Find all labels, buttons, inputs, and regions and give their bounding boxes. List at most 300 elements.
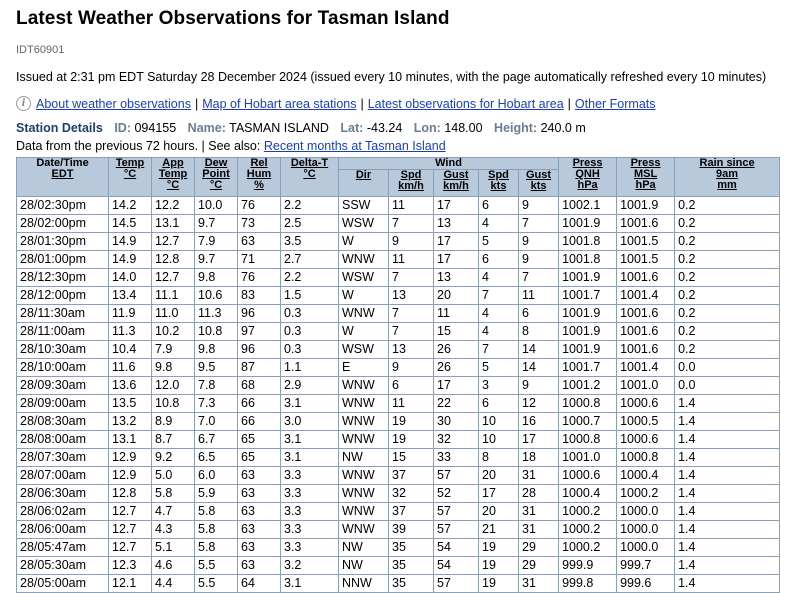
station-lon: 148.00 xyxy=(444,121,483,135)
cell-gust-kts: 7 xyxy=(519,215,559,233)
cell-gust-kmh: 54 xyxy=(434,557,479,575)
cell-press-msl: 1001.5 xyxy=(617,251,675,269)
recent-months-link[interactable]: Recent months at Tasman Island xyxy=(263,139,446,153)
cell-gust-kts: 14 xyxy=(519,341,559,359)
cell-rel-hum: 96 xyxy=(238,341,281,359)
cell-temp: 10.4 xyxy=(109,341,152,359)
cell-rel-hum: 63 xyxy=(238,557,281,575)
cell-temp: 12.3 xyxy=(109,557,152,575)
cell-app-temp: 4.4 xyxy=(152,575,195,593)
cell-rel-hum: 64 xyxy=(238,575,281,593)
cell-press-qnh: 1000.2 xyxy=(559,521,617,539)
cell-datetime: 28/09:30am xyxy=(17,377,109,395)
cell-app-temp: 11.1 xyxy=(152,287,195,305)
cell-wind-dir: NW xyxy=(339,449,389,467)
cell-gust-kmh: 57 xyxy=(434,467,479,485)
cell-press-msl: 1001.5 xyxy=(617,233,675,251)
cell-datetime: 28/06:00am xyxy=(17,521,109,539)
cell-gust-kts: 8 xyxy=(519,323,559,341)
cell-press-qnh: 1000.4 xyxy=(559,485,617,503)
cell-rain: 0.2 xyxy=(675,341,780,359)
cell-press-msl: 1001.4 xyxy=(617,359,675,377)
table-row xyxy=(17,449,780,467)
cell-app-temp: 4.6 xyxy=(152,557,195,575)
cell-dew-point: 11.3 xyxy=(195,305,238,323)
data-notice-text: Data from the previous 72 hours. | See also: xyxy=(16,139,261,153)
cell-spd-kmh: 37 xyxy=(389,467,434,485)
cell-wind-dir: W xyxy=(339,233,389,251)
cell-delta-t: 0.3 xyxy=(281,305,339,323)
cell-spd-kmh: 7 xyxy=(389,215,434,233)
cell-delta-t: 2.5 xyxy=(281,215,339,233)
station-lon-label: Lon: xyxy=(413,121,441,135)
cell-gust-kts: 14 xyxy=(519,359,559,377)
cell-delta-t: 3.5 xyxy=(281,233,339,251)
cell-temp: 13.4 xyxy=(109,287,152,305)
cell-gust-kmh: 17 xyxy=(434,251,479,269)
cell-spd-kts: 20 xyxy=(479,503,519,521)
cell-gust-kmh: 11 xyxy=(434,305,479,323)
cell-gust-kts: 9 xyxy=(519,233,559,251)
col-rain-header[interactable]: Rain since 9am mm xyxy=(675,158,780,197)
cell-temp: 14.5 xyxy=(109,215,152,233)
col-app-temp-header[interactable]: App Temp °C xyxy=(152,158,195,197)
cell-datetime: 28/02:30pm xyxy=(17,197,109,215)
cell-rel-hum: 63 xyxy=(238,467,281,485)
cell-delta-t: 3.1 xyxy=(281,575,339,593)
issued-text: Issued at 2:31 pm EDT Saturday 28 December 2024 (issued every 10 minutes, with the page automatically refreshed every 10 minutes) xyxy=(16,70,767,84)
cell-app-temp: 8.9 xyxy=(152,413,195,431)
cell-spd-kts: 6 xyxy=(479,395,519,413)
cell-rain: 0.2 xyxy=(675,197,780,215)
cell-gust-kmh: 52 xyxy=(434,485,479,503)
cell-spd-kmh: 11 xyxy=(389,197,434,215)
cell-app-temp: 7.9 xyxy=(152,341,195,359)
product-id: IDT60901 xyxy=(16,44,65,56)
cell-dew-point: 5.9 xyxy=(195,485,238,503)
col-wind-dir-header[interactable]: Dir xyxy=(339,170,389,197)
cell-app-temp: 5.8 xyxy=(152,485,195,503)
cell-gust-kts: 9 xyxy=(519,197,559,215)
cell-spd-kts: 6 xyxy=(479,251,519,269)
cell-rain: 0.0 xyxy=(675,359,780,377)
cell-spd-kmh: 6 xyxy=(389,377,434,395)
cell-rel-hum: 87 xyxy=(238,359,281,377)
cell-spd-kts: 7 xyxy=(479,341,519,359)
station-height: 240.0 m xyxy=(540,121,586,135)
table-row xyxy=(17,341,780,359)
cell-delta-t: 2.2 xyxy=(281,197,339,215)
cell-press-qnh: 1001.8 xyxy=(559,251,617,269)
table-row xyxy=(17,197,780,215)
cell-press-msl: 1001.6 xyxy=(617,269,675,287)
cell-dew-point: 7.0 xyxy=(195,413,238,431)
cell-rel-hum: 97 xyxy=(238,323,281,341)
cell-app-temp: 12.0 xyxy=(152,377,195,395)
cell-rel-hum: 66 xyxy=(238,395,281,413)
cell-delta-t: 3.3 xyxy=(281,467,339,485)
cell-gust-kmh: 17 xyxy=(434,377,479,395)
cell-temp: 12.1 xyxy=(109,575,152,593)
cell-delta-t: 2.2 xyxy=(281,269,339,287)
cell-delta-t: 1.5 xyxy=(281,287,339,305)
cell-press-qnh: 1001.9 xyxy=(559,305,617,323)
cell-press-qnh: 1000.8 xyxy=(559,395,617,413)
col-gust-kmh-header[interactable]: Gust km/h xyxy=(434,170,479,197)
cell-wind-dir: WSW xyxy=(339,215,389,233)
cell-press-qnh: 1001.9 xyxy=(559,323,617,341)
cell-gust-kmh: 15 xyxy=(434,323,479,341)
cell-spd-kmh: 9 xyxy=(389,359,434,377)
cell-delta-t: 3.3 xyxy=(281,485,339,503)
cell-app-temp: 11.0 xyxy=(152,305,195,323)
cell-temp: 13.6 xyxy=(109,377,152,395)
cell-wind-dir: WNW xyxy=(339,521,389,539)
cell-rain: 1.4 xyxy=(675,413,780,431)
cell-spd-kmh: 35 xyxy=(389,557,434,575)
table-row xyxy=(17,575,780,593)
cell-rain: 0.0 xyxy=(675,377,780,395)
cell-press-msl: 1000.2 xyxy=(617,485,675,503)
cell-wind-dir: SSW xyxy=(339,197,389,215)
cell-dew-point: 5.8 xyxy=(195,521,238,539)
cell-gust-kmh: 26 xyxy=(434,341,479,359)
data-notice xyxy=(16,139,446,153)
cell-gust-kts: 17 xyxy=(519,431,559,449)
cell-temp: 14.9 xyxy=(109,251,152,269)
cell-press-msl: 999.7 xyxy=(617,557,675,575)
cell-rel-hum: 66 xyxy=(238,413,281,431)
station-id-label: ID: xyxy=(114,121,131,135)
cell-delta-t: 3.2 xyxy=(281,557,339,575)
col-delta-t-header[interactable]: Delta-T °C xyxy=(281,158,339,197)
cell-datetime: 28/08:30am xyxy=(17,413,109,431)
cell-delta-t: 3.3 xyxy=(281,539,339,557)
cell-temp: 12.7 xyxy=(109,521,152,539)
cell-gust-kts: 16 xyxy=(519,413,559,431)
cell-wind-dir: NW xyxy=(339,557,389,575)
cell-dew-point: 9.8 xyxy=(195,341,238,359)
info-icon: i xyxy=(16,96,31,111)
cell-app-temp: 12.7 xyxy=(152,269,195,287)
cell-rain: 0.2 xyxy=(675,269,780,287)
cell-wind-dir: WNW xyxy=(339,503,389,521)
cell-rel-hum: 63 xyxy=(238,503,281,521)
cell-rain: 1.4 xyxy=(675,395,780,413)
cell-spd-kts: 7 xyxy=(479,287,519,305)
cell-rel-hum: 65 xyxy=(238,449,281,467)
cell-wind-dir: WNW xyxy=(339,305,389,323)
cell-datetime: 28/01:30pm xyxy=(17,233,109,251)
cell-gust-kmh: 30 xyxy=(434,413,479,431)
cell-wind-dir: WNW xyxy=(339,251,389,269)
cell-datetime: 28/07:30am xyxy=(17,449,109,467)
cell-wind-dir: NNW xyxy=(339,575,389,593)
cell-press-msl: 1000.0 xyxy=(617,539,675,557)
cell-press-msl: 1001.4 xyxy=(617,287,675,305)
cell-press-qnh: 1001.9 xyxy=(559,341,617,359)
cell-rain: 0.2 xyxy=(675,215,780,233)
cell-spd-kmh: 13 xyxy=(389,287,434,305)
cell-gust-kts: 31 xyxy=(519,575,559,593)
cell-gust-kts: 29 xyxy=(519,539,559,557)
cell-press-qnh: 1000.7 xyxy=(559,413,617,431)
cell-gust-kmh: 13 xyxy=(434,269,479,287)
cell-app-temp: 9.8 xyxy=(152,359,195,377)
table-row xyxy=(17,233,780,251)
cell-datetime: 28/08:00am xyxy=(17,431,109,449)
cell-datetime: 28/09:00am xyxy=(17,395,109,413)
cell-temp: 12.7 xyxy=(109,503,152,521)
cell-delta-t: 3.0 xyxy=(281,413,339,431)
cell-datetime: 28/05:30am xyxy=(17,557,109,575)
table-row xyxy=(17,323,780,341)
map-stations-link[interactable]: Map of Hobart area stations xyxy=(202,96,357,111)
cell-wind-dir: WNW xyxy=(339,377,389,395)
cell-spd-kts: 19 xyxy=(479,557,519,575)
cell-dew-point: 7.9 xyxy=(195,233,238,251)
cell-press-qnh: 1001.2 xyxy=(559,377,617,395)
cell-press-msl: 1000.6 xyxy=(617,431,675,449)
table-row xyxy=(17,269,780,287)
cell-wind-dir: NW xyxy=(339,539,389,557)
table-row xyxy=(17,377,780,395)
cell-dew-point: 10.8 xyxy=(195,323,238,341)
col-gust-kts-header[interactable]: Gust kts xyxy=(519,170,559,197)
cell-dew-point: 5.8 xyxy=(195,539,238,557)
cell-app-temp: 13.1 xyxy=(152,215,195,233)
cell-press-qnh: 1000.2 xyxy=(559,539,617,557)
cell-temp: 11.6 xyxy=(109,359,152,377)
cell-datetime: 28/06:02am xyxy=(17,503,109,521)
cell-gust-kmh: 57 xyxy=(434,503,479,521)
cell-gust-kts: 9 xyxy=(519,377,559,395)
latest-observations-link[interactable]: Latest observations for Hobart area xyxy=(367,96,564,111)
cell-datetime: 28/06:30am xyxy=(17,485,109,503)
cell-spd-kts: 4 xyxy=(479,323,519,341)
cell-gust-kts: 18 xyxy=(519,449,559,467)
cell-datetime: 28/01:00pm xyxy=(17,251,109,269)
cell-press-qnh: 1002.1 xyxy=(559,197,617,215)
col-temp-header[interactable]: Temp °C xyxy=(109,158,152,197)
cell-spd-kts: 19 xyxy=(479,539,519,557)
cell-temp: 13.1 xyxy=(109,431,152,449)
other-formats-link[interactable]: Other Formats xyxy=(574,96,656,111)
cell-gust-kts: 12 xyxy=(519,395,559,413)
cell-spd-kmh: 7 xyxy=(389,269,434,287)
cell-spd-kts: 5 xyxy=(479,359,519,377)
cell-app-temp: 5.0 xyxy=(152,467,195,485)
cell-spd-kmh: 7 xyxy=(389,323,434,341)
cell-gust-kmh: 32 xyxy=(434,431,479,449)
cell-dew-point: 6.5 xyxy=(195,449,238,467)
links-bar xyxy=(16,96,656,111)
cell-datetime: 28/12:30pm xyxy=(17,269,109,287)
table-row xyxy=(17,395,780,413)
col-datetime-header[interactable]: Date/Time EDT xyxy=(17,158,109,197)
cell-rain: 1.4 xyxy=(675,431,780,449)
cell-gust-kmh: 54 xyxy=(434,539,479,557)
cell-rain: 1.4 xyxy=(675,467,780,485)
cell-temp: 13.5 xyxy=(109,395,152,413)
table-row xyxy=(17,251,780,269)
cell-gust-kmh: 20 xyxy=(434,287,479,305)
cell-dew-point: 6.0 xyxy=(195,467,238,485)
cell-app-temp: 12.2 xyxy=(152,197,195,215)
cell-datetime: 28/05:47am xyxy=(17,539,109,557)
cell-temp: 12.9 xyxy=(109,467,152,485)
cell-press-qnh: 1001.8 xyxy=(559,233,617,251)
cell-spd-kmh: 11 xyxy=(389,395,434,413)
cell-spd-kts: 4 xyxy=(479,305,519,323)
cell-gust-kts: 31 xyxy=(519,467,559,485)
col-rel-hum-header[interactable]: Rel Hum % xyxy=(238,158,281,197)
col-press-msl-header[interactable]: Press MSL hPa xyxy=(617,158,675,197)
cell-wind-dir: WNW xyxy=(339,467,389,485)
cell-rain: 1.4 xyxy=(675,485,780,503)
cell-temp: 14.0 xyxy=(109,269,152,287)
cell-spd-kmh: 13 xyxy=(389,341,434,359)
cell-spd-kts: 6 xyxy=(479,197,519,215)
cell-rel-hum: 96 xyxy=(238,305,281,323)
cell-gust-kts: 28 xyxy=(519,485,559,503)
cell-spd-kts: 10 xyxy=(479,413,519,431)
cell-app-temp: 5.1 xyxy=(152,539,195,557)
cell-press-msl: 1001.0 xyxy=(617,377,675,395)
cell-press-msl: 999.6 xyxy=(617,575,675,593)
cell-spd-kmh: 35 xyxy=(389,539,434,557)
table-row xyxy=(17,215,780,233)
cell-app-temp: 9.2 xyxy=(152,449,195,467)
cell-spd-kmh: 19 xyxy=(389,431,434,449)
about-observations-link[interactable]: About weather observations xyxy=(36,96,191,111)
cell-app-temp: 4.3 xyxy=(152,521,195,539)
cell-rain: 0.2 xyxy=(675,305,780,323)
observations-body xyxy=(17,197,780,593)
cell-press-qnh: 1000.6 xyxy=(559,467,617,485)
separator: | xyxy=(567,96,571,111)
cell-spd-kts: 19 xyxy=(479,575,519,593)
table-row xyxy=(17,485,780,503)
cell-dew-point: 9.8 xyxy=(195,269,238,287)
cell-press-qnh: 1001.7 xyxy=(559,359,617,377)
cell-delta-t: 3.3 xyxy=(281,503,339,521)
cell-rel-hum: 63 xyxy=(238,521,281,539)
cell-spd-kmh: 19 xyxy=(389,413,434,431)
separator: | xyxy=(360,96,364,111)
station-height-label: Height: xyxy=(494,121,538,135)
cell-dew-point: 9.7 xyxy=(195,215,238,233)
cell-gust-kmh: 57 xyxy=(434,521,479,539)
table-row xyxy=(17,359,780,377)
col-dew-point-header[interactable]: Dew Point °C xyxy=(195,158,238,197)
cell-temp: 11.9 xyxy=(109,305,152,323)
cell-gust-kts: 11 xyxy=(519,287,559,305)
cell-rel-hum: 63 xyxy=(238,539,281,557)
cell-spd-kts: 8 xyxy=(479,449,519,467)
cell-rel-hum: 65 xyxy=(238,431,281,449)
cell-dew-point: 10.6 xyxy=(195,287,238,305)
cell-rel-hum: 83 xyxy=(238,287,281,305)
cell-rel-hum: 76 xyxy=(238,197,281,215)
table-row xyxy=(17,305,780,323)
col-press-qnh-header[interactable]: Press QNH hPa xyxy=(559,158,617,197)
station-lat-label: Lat: xyxy=(340,121,364,135)
cell-press-qnh: 999.8 xyxy=(559,575,617,593)
cell-press-msl: 1000.0 xyxy=(617,521,675,539)
cell-wind-dir: WSW xyxy=(339,341,389,359)
observations-table xyxy=(16,157,780,593)
cell-wind-dir: W xyxy=(339,323,389,341)
table-row xyxy=(17,539,780,557)
cell-datetime: 28/05:00am xyxy=(17,575,109,593)
cell-spd-kmh: 11 xyxy=(389,251,434,269)
cell-spd-kmh: 37 xyxy=(389,503,434,521)
table-row xyxy=(17,413,780,431)
station-lat: -43.24 xyxy=(366,121,403,135)
cell-temp: 12.7 xyxy=(109,539,152,557)
cell-press-qnh: 1001.9 xyxy=(559,215,617,233)
cell-dew-point: 9.7 xyxy=(195,251,238,269)
cell-spd-kmh: 35 xyxy=(389,575,434,593)
cell-datetime: 28/10:00am xyxy=(17,359,109,377)
cell-spd-kmh: 15 xyxy=(389,449,434,467)
cell-wind-dir: WNW xyxy=(339,395,389,413)
cell-spd-kts: 10 xyxy=(479,431,519,449)
station-details xyxy=(16,121,594,135)
cell-press-msl: 1000.4 xyxy=(617,467,675,485)
table-row xyxy=(17,431,780,449)
cell-press-msl: 1001.6 xyxy=(617,323,675,341)
cell-press-qnh: 1001.9 xyxy=(559,269,617,287)
cell-wind-dir: WSW xyxy=(339,269,389,287)
cell-gust-kts: 31 xyxy=(519,503,559,521)
cell-app-temp: 12.8 xyxy=(152,251,195,269)
cell-datetime: 28/12:00pm xyxy=(17,287,109,305)
cell-rel-hum: 63 xyxy=(238,233,281,251)
cell-press-qnh: 999.9 xyxy=(559,557,617,575)
cell-datetime: 28/07:00am xyxy=(17,467,109,485)
cell-rel-hum: 71 xyxy=(238,251,281,269)
cell-press-msl: 1001.6 xyxy=(617,341,675,359)
cell-app-temp: 12.7 xyxy=(152,233,195,251)
cell-temp: 14.9 xyxy=(109,233,152,251)
cell-spd-kts: 17 xyxy=(479,485,519,503)
table-row xyxy=(17,287,780,305)
cell-datetime: 28/02:00pm xyxy=(17,215,109,233)
cell-spd-kmh: 39 xyxy=(389,521,434,539)
cell-temp: 13.2 xyxy=(109,413,152,431)
cell-spd-kts: 5 xyxy=(479,233,519,251)
cell-dew-point: 5.8 xyxy=(195,503,238,521)
wind-group-header: Wind xyxy=(339,158,559,170)
cell-dew-point: 9.5 xyxy=(195,359,238,377)
cell-press-msl: 1000.0 xyxy=(617,503,675,521)
cell-press-msl: 1001.6 xyxy=(617,215,675,233)
cell-rain: 1.4 xyxy=(675,521,780,539)
cell-app-temp: 8.7 xyxy=(152,431,195,449)
cell-delta-t: 3.3 xyxy=(281,521,339,539)
col-spd-kts-header[interactable]: Spd kts xyxy=(479,170,519,197)
cell-rain: 1.4 xyxy=(675,575,780,593)
cell-gust-kmh: 22 xyxy=(434,395,479,413)
cell-gust-kmh: 26 xyxy=(434,359,479,377)
col-spd-kmh-header[interactable]: Spd km/h xyxy=(389,170,434,197)
cell-press-msl: 1001.9 xyxy=(617,197,675,215)
cell-rain: 1.4 xyxy=(675,503,780,521)
cell-rel-hum: 63 xyxy=(238,485,281,503)
table-row xyxy=(17,503,780,521)
